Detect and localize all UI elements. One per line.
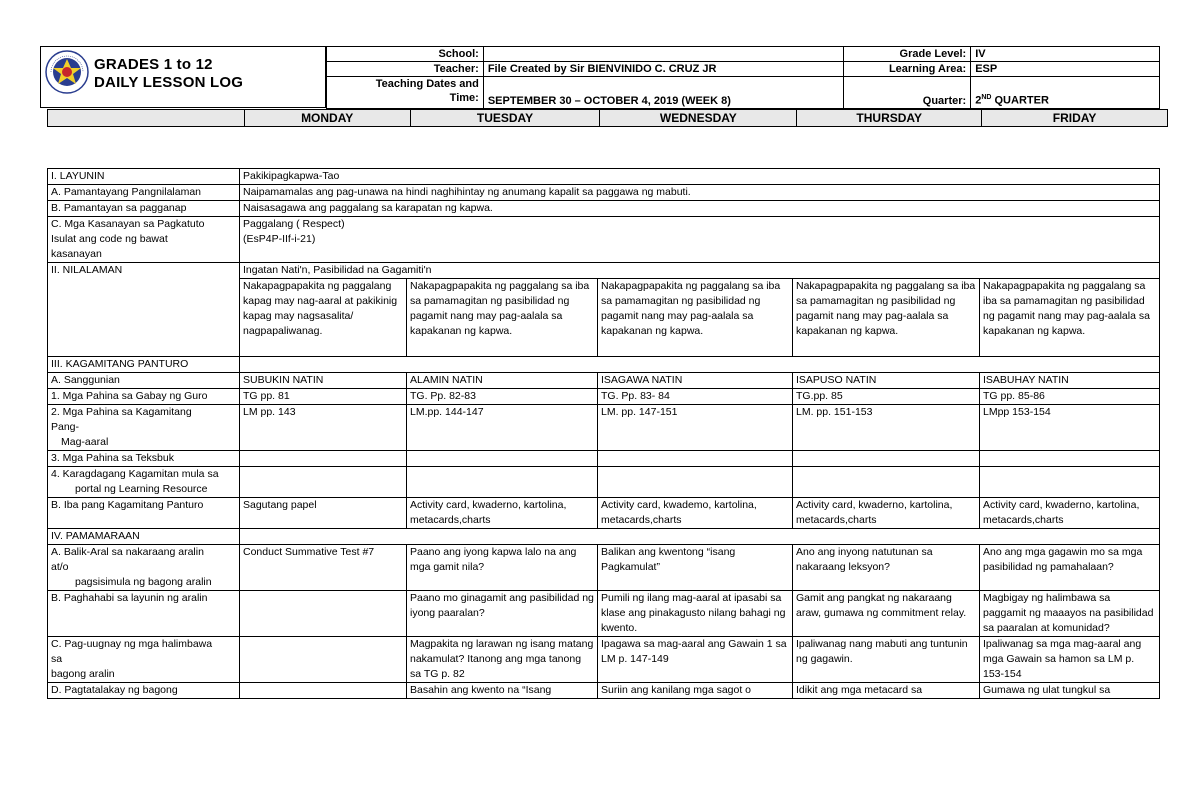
cell-friday: Ipaliwanag sa mga mag-aaral ang mga Gawain sa hamon sa LM p. 153-154 [980, 637, 1160, 683]
cell-monday: Nakapagpapakita ng paggalang kapag may nag-aaral at pakikinig kapag may nagsasalita/ nagpapaliwanag. [240, 279, 407, 357]
row-label [48, 637, 240, 683]
cell-monday: TG pp. 81 [240, 389, 407, 405]
cell-tuesday: Nakapagpapakita ng paggalang sa iba sa pamamagitan ng pasibilidad ng pagamit nang may pag-aalala sa kapakanan ng kapwa. [407, 279, 598, 357]
cell-wednesday: TG. Pp. 83- 84 [598, 389, 793, 405]
school-label: School: [327, 47, 484, 62]
cell-monday: Conduct Summative Test #7 [240, 545, 407, 591]
cell-thursday: Idikit ang mga metacard sa [793, 683, 980, 699]
table-row [48, 683, 1160, 699]
cell-thursday: LM. pp. 151-153 [793, 405, 980, 451]
row-label-line: 4. Karagdagang Kagamitan mula sa [51, 468, 219, 480]
cell-tuesday [407, 451, 598, 467]
row-label-line: pagsisimula ng bagong aralin [75, 576, 212, 588]
row-label [48, 217, 240, 263]
row-label [48, 467, 240, 498]
table-row [48, 389, 1160, 405]
table-row [48, 357, 1160, 373]
cell-wednesday: Nakapagpapakita ng paggalang sa iba sa pamamagitan ng pasibilidad ng pagamit nang may pag-aalala sa kapakanan ng kapwa. [598, 279, 793, 357]
learning-area-value: ESP [971, 62, 1160, 77]
table-row [48, 405, 1160, 451]
cell-wednesday: LM. pp. 147-151 [598, 405, 793, 451]
row-label: A. Sanggunian [48, 373, 240, 389]
row-label: B. Pamantayan sa pagganap [48, 201, 240, 217]
table-row [48, 529, 1160, 545]
cell-thursday: Ano ang inyong natutunan sa nakaraang leksyon? [793, 545, 980, 591]
row-label-line: Isulat ang code ng bawat [51, 233, 168, 245]
cell-tuesday: Magpakita ng larawan ng isang matang nakamulat? Itanong ang mga tanong sa TG p. 82 [407, 637, 598, 683]
cell-friday [980, 467, 1160, 498]
day-wednesday: WEDNESDAY [600, 110, 797, 127]
day-thursday: THURSDAY [797, 110, 982, 127]
row-label: II. NILALAMAN [48, 263, 240, 357]
cell-tuesday: ALAMIN NATIN [407, 373, 598, 389]
cell-wednesday [598, 451, 793, 467]
cell-thursday: Activity card, kwaderno, kartolina, metacards,charts [793, 498, 980, 529]
cell-thursday: Nakapagpapakita ng paggalang sa iba sa pamamagitan ng pasibilidad ng pagamit nang may pag-aalala sa kapakanan ng kapwa. [793, 279, 980, 357]
cell-friday: Nakapagpapakita ng paggalang sa iba sa pamamagitan ng pasibilidad ng pagamit nang may pag-aalala sa kapakanan ng kapwa. [980, 279, 1160, 357]
teaching-dates-label-line1: Teaching Dates and [375, 78, 479, 90]
table-row [48, 169, 1160, 185]
row-label: IV. PAMAMARAAN [48, 529, 240, 545]
cell-monday [240, 451, 407, 467]
cell-wednesday: Pumili ng ilang mag-aaral at ipasabi sa klase ang pinakagusto nilang bahagi ng kwento. [598, 591, 793, 637]
cell-tuesday: LM.pp. 144-147 [407, 405, 598, 451]
cell-friday: Activity card, kwaderno, kartolina, metacards,charts [980, 498, 1160, 529]
deped-seal-icon [45, 50, 89, 94]
cell-thursday [793, 467, 980, 498]
table-row [48, 373, 1160, 389]
row-label-line: Pang- [51, 421, 80, 433]
cell-thursday: Gamit ang pangkat ng nakaraang araw, gumawa ng commitment relay. [793, 591, 980, 637]
table-row [48, 217, 1160, 263]
row-label-line: C. Mga Kasanayan sa Pagkatuto [51, 218, 205, 230]
cell-thursday [793, 451, 980, 467]
teaching-dates-label [327, 77, 484, 109]
cell-wednesday: Activity card, kwademo, kartolina, metacards,charts [598, 498, 793, 529]
days-blank-cell [48, 110, 245, 127]
grade-level-value: IV [971, 47, 1160, 62]
row-value [240, 529, 1160, 545]
lesson-log-table [47, 168, 1160, 699]
row-label: 1. Mga Pahina sa Gabay ng Guro [48, 389, 240, 405]
row-label-line: kasanayan [51, 248, 102, 260]
log-title-line2: DAILY LESSON LOG [94, 74, 244, 91]
cell-thursday: Ipaliwanag nang mabuti ang tuntunin ng gagawin. [793, 637, 980, 683]
row-label-line: 2. Mga Pahina sa Kagamitang [51, 406, 192, 418]
row-label: A. Pamantayang Pangnilalaman [48, 185, 240, 201]
cell-monday: Sagutang papel [240, 498, 407, 529]
row-label-line: A. Balik-Aral sa nakaraang aralin [51, 546, 204, 558]
row-value: Pakikipagkapwa-Tao [240, 169, 1160, 185]
table-row [48, 498, 1160, 529]
row-label: D. Pagtatalakay ng bagong [48, 683, 240, 699]
cell-monday [240, 637, 407, 683]
row-label: I. LAYUNIN [48, 169, 240, 185]
school-value [483, 47, 844, 62]
cell-tuesday [407, 467, 598, 498]
day-monday: MONDAY [244, 110, 410, 127]
cell-wednesday: Suriin ang kanilang mga sagot o [598, 683, 793, 699]
cell-friday: ISABUHAY NATIN [980, 373, 1160, 389]
row-value-line: Paggalang ( Respect) [243, 218, 345, 230]
cell-friday: Ano ang mga gagawin mo sa mga pasibilidad ng pamahalaan? [980, 545, 1160, 591]
cell-monday: LM pp. 143 [240, 405, 407, 451]
cell-monday: SUBUKIN NATIN [240, 373, 407, 389]
cell-friday: TG pp. 85-86 [980, 389, 1160, 405]
row-label-line: C. Pag-uugnay ng mga halimbawa [51, 638, 213, 650]
row-label [48, 405, 240, 451]
quarter-value [971, 77, 1160, 109]
row-value: Naipamamalas ang pag-unawa na hindi naghihintay ng anumang kapalit sa paggawa ng mabuti. [240, 185, 1160, 201]
teacher-value: File Created by Sir BIENVINIDO C. CRUZ JR [483, 62, 844, 77]
row-label: B. Iba pang Kagamitang Panturo [48, 498, 240, 529]
cell-tuesday: TG. Pp. 82-83 [407, 389, 598, 405]
row-label [48, 545, 240, 591]
cell-tuesday: Paano mo ginagamit ang pasibilidad ng iyong paaralan? [407, 591, 598, 637]
quarter-suffix: ND [981, 94, 992, 102]
row-label-line: at/o [51, 561, 69, 573]
learning-area-label: Learning Area: [844, 62, 971, 77]
cell-friday: LMpp 153-154 [980, 405, 1160, 451]
row-value: Ingatan Nati'n, Pasibilidad na Gagamiti'n [240, 263, 1160, 279]
quarter-label: Quarter: [844, 77, 971, 109]
cell-wednesday: ISAGAWA NATIN [598, 373, 793, 389]
row-label-line: bagong aralin [51, 668, 115, 680]
cell-monday [240, 467, 407, 498]
teacher-label: Teacher: [327, 62, 484, 77]
log-title-line1: GRADES 1 to 12 [94, 56, 213, 73]
cell-monday [240, 591, 407, 637]
table-row [48, 263, 1160, 279]
cell-thursday: TG.pp. 85 [793, 389, 980, 405]
row-label-line: Mag-aaral [61, 436, 109, 448]
cell-wednesday: Ipagawa sa mag-aaral ang Gawain 1 sa LM p. 147-149 [598, 637, 793, 683]
header-info-table [326, 46, 1160, 109]
quarter-number: 2 [975, 95, 982, 107]
cell-friday: Gumawa ng ulat tungkul sa [980, 683, 1160, 699]
grade-level-label: Grade Level: [844, 47, 971, 62]
row-label-line: sa [51, 653, 63, 665]
row-value-line: (EsP4P-IIf-i-21) [243, 233, 316, 245]
cell-thursday: ISAPUSO NATIN [793, 373, 980, 389]
quarter-text: QUARTER [991, 95, 1049, 107]
cell-wednesday: Balikan ang kwentong “isang Pagkamulat” [598, 545, 793, 591]
cell-friday [980, 451, 1160, 467]
teaching-dates-value: SEPTEMBER 30 – OCTOBER 4, 2019 (WEEK 8) [483, 77, 844, 109]
day-tuesday: TUESDAY [410, 110, 600, 127]
cell-tuesday: Activity card, kwaderno, kartolina, metacards,charts [407, 498, 598, 529]
cell-tuesday: Basahin ang kwento na “Isang [407, 683, 598, 699]
table-row [48, 591, 1160, 637]
days-header-table [47, 109, 1168, 127]
teaching-dates-label-line2: Time: [449, 92, 479, 104]
row-label-line: portal ng Learning Resource [75, 483, 208, 495]
table-row [48, 185, 1160, 201]
table-row [48, 451, 1160, 467]
table-row [48, 467, 1160, 498]
cell-wednesday [598, 467, 793, 498]
cell-tuesday: Paano ang iyong kapwa lalo na ang mga gamit nila? [407, 545, 598, 591]
table-row [48, 201, 1160, 217]
row-label: 3. Mga Pahina sa Teksbuk [48, 451, 240, 467]
cell-friday: Magbigay ng halimbawa sa paggamit ng maaayos na pasibilidad sa paaralan at komunidad? [980, 591, 1160, 637]
cell-monday [240, 683, 407, 699]
table-row [48, 545, 1160, 591]
day-friday: FRIDAY [982, 110, 1168, 127]
row-value [240, 357, 1160, 373]
row-value: Naisasagawa ang paggalang sa karapatan ng kapwa. [240, 201, 1160, 217]
row-label: B. Paghahabi sa layunin ng aralin [48, 591, 240, 637]
row-label: III. KAGAMITANG PANTURO [48, 357, 240, 373]
row-value [240, 217, 1160, 263]
table-row [48, 637, 1160, 683]
